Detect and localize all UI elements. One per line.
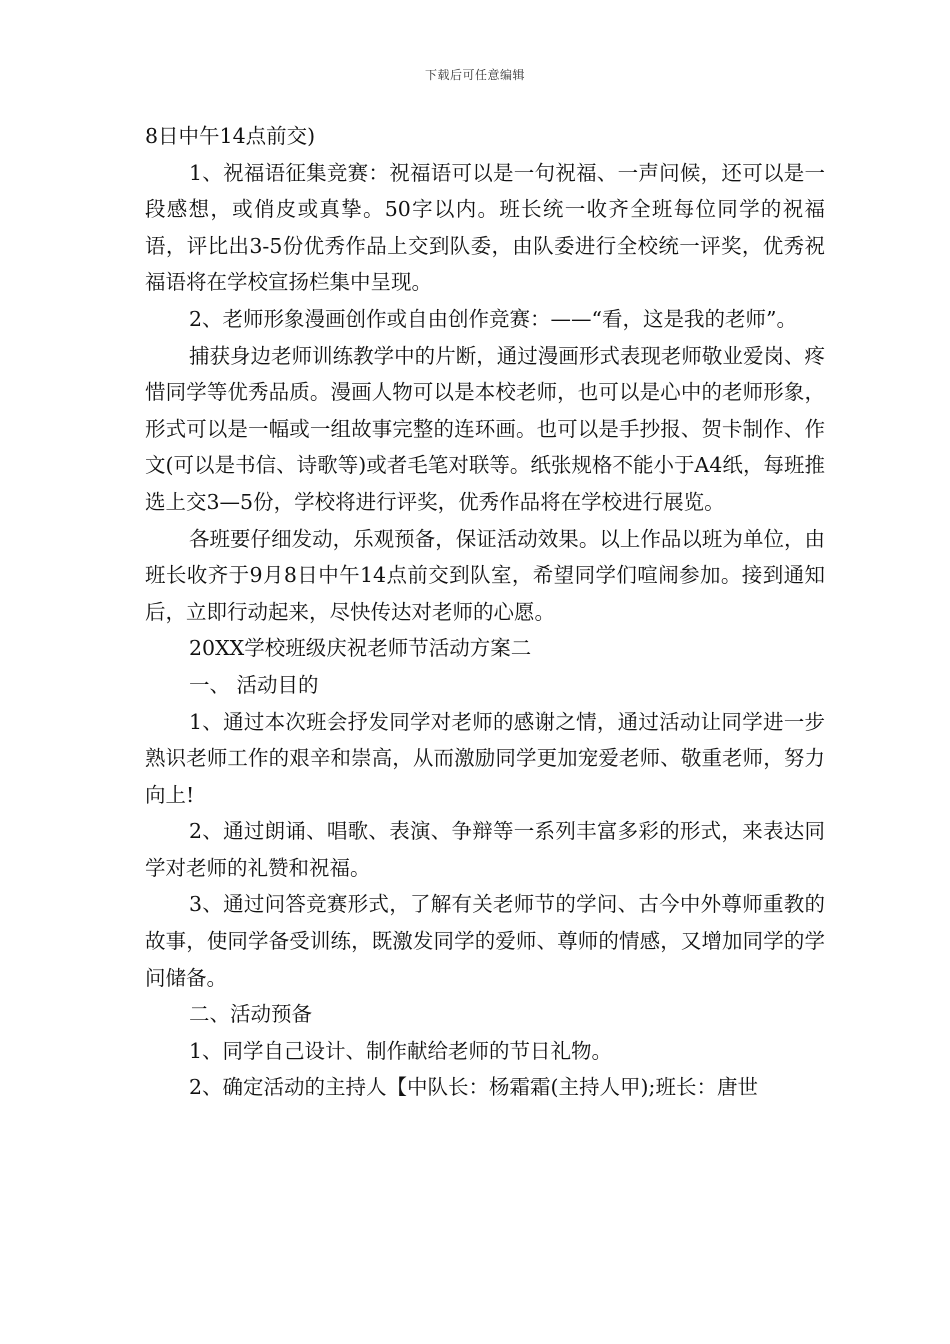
document-body — [145, 118, 825, 1106]
paragraph-2: 1、祝福语征集竞赛：祝福语可以是一句祝福、一声问候，还可以是一段感想，或俏皮或真挚。50字以内。班长统一收齐全班每位同学的祝福语，评比出3-5份优秀作品上交到队委，由队委进行全校统一评奖，优秀祝福语将在学校宣扬栏集中呈现。 — [145, 160, 825, 295]
paragraph-purpose-2: 2、通过朗诵、唱歌、表演、争辩等一系列丰富多彩的形式，来表达同学对老师的礼赞和祝福。 — [145, 819, 825, 880]
paragraph-preparation-2: 2、确定活动的主持人【中队长：杨霜霜(主持人甲);班长：唐世 — [189, 1075, 758, 1100]
paragraph-purpose-1: 1、通过本次班会抒发同学对老师的感谢之情，通过活动让同学进一步熟识老师工作的艰辛和崇高，从而激励同学更加宠爱老师、敬重老师，努力向上! — [145, 709, 825, 807]
paragraph-4: 捕获身边老师训练教学中的片断，通过漫画形式表现老师敬业爱岗、疼惜同学等优秀品质。漫画人物可以是本校老师，也可以是心中的老师形象，形式可以是一幅或一组故事完整的连环画。也可以是手抄报、贺卡制作、作文(可以是书信、诗歌等)或者毛笔对联等。纸张规格不能小于A4纸，每班推选上交3—5份，学校将进行评奖，优秀作品将在学校进行展览。 — [145, 343, 825, 514]
paragraph-1: 8日中午14点前交) — [145, 124, 316, 148]
heading-activity-preparation: 二、活动预备 — [189, 1002, 312, 1027]
paragraph-3: 2、老师形象漫画创作或自由创作竞赛：——“看，这是我的老师”。 — [189, 306, 798, 331]
paragraph-purpose-3: 3、通过问答竞赛形式，了解有关老师节的学问、古今中外尊师重教的故事，使同学备受训练，既激发同学的爱师、尊师的情感，又增加同学的学问储备。 — [145, 892, 825, 990]
heading-activity-purpose: 一、 活动目的 — [189, 672, 319, 697]
paragraph-preparation-1: 1、同学自己设计、制作献给老师的节日礼物。 — [189, 1038, 613, 1063]
page-header: 下载后可任意编辑 — [424, 68, 525, 82]
paragraph-5: 各班要仔细发动，乐观预备，保证活动效果。以上作品以班为单位，由班长收齐于9月8日中午14点前交到队室，希望同学们喧闹参加。接到通知后，立即行动起来，尽快传达对老师的心愿。 — [145, 526, 825, 624]
section-title-plan-two: 20XX学校班级庆祝老师节活动方案二 — [189, 636, 532, 661]
